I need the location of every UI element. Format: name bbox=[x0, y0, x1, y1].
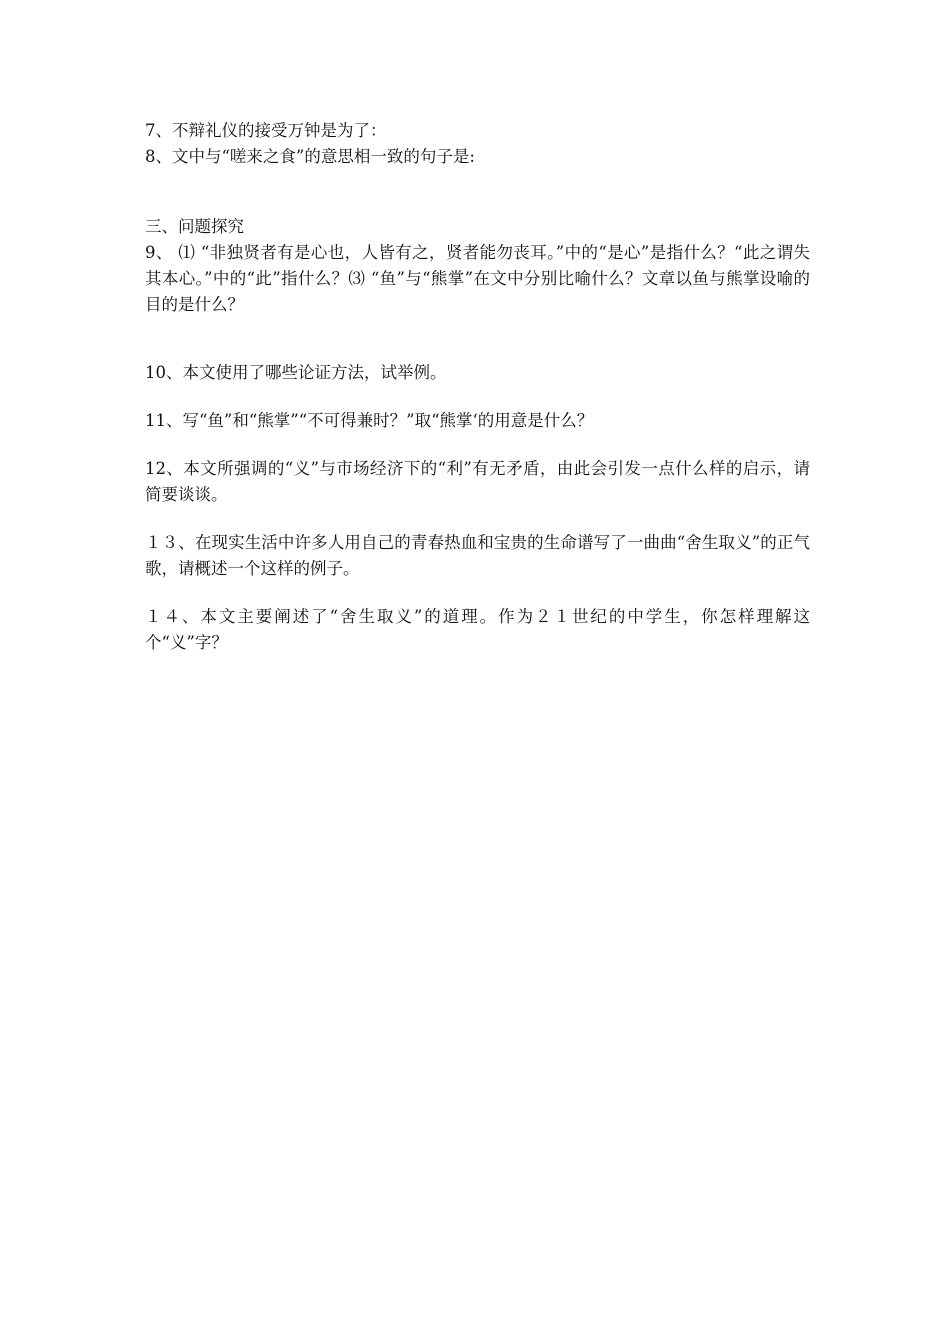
question-9: 9、 ⑴ “非独贤者有是心也，人皆有之，贤者能勿丧耳。”中的“是心”是指什么？“此之谓失其本心。”中的“此”指什么？⑶ “鱼”与“熊掌”在文中分别比喻什么？文章以鱼与熊掌设喻的目的是什么？ bbox=[145, 243, 810, 314]
spacer bbox=[145, 508, 810, 530]
question-12: 12、本文所强调的“义”与市场经济下的“利”有无矛盾，由此会引发一点什么样的启示，请简要谈谈。 bbox=[145, 459, 810, 504]
question-13: １３、在现实生活中许多人用自己的青春热血和宝贵的生命谱写了一曲曲“舍生取义”的正气歌，请概述一个这样的例子。 bbox=[145, 533, 810, 578]
question-8: 8、文中与“嗟来之食”的意思相一致的句子是: bbox=[145, 147, 475, 166]
spacer bbox=[145, 582, 810, 604]
spacer bbox=[145, 170, 810, 214]
question-11: 11、写“鱼”和“熊掌”“不可得兼时？”取“熊掌‘的用意是什么？ bbox=[145, 411, 594, 430]
question-14: １４、本文主要阐述了“舍生取义”的道理。作为２１世纪的中学生，你怎样理解这个“义”字？ bbox=[145, 607, 810, 652]
document-body bbox=[145, 118, 810, 656]
spacer bbox=[145, 318, 810, 360]
question-7: 7、不辩礼仪的接受万钟是为了： bbox=[145, 121, 387, 140]
question-10: 10、本文使用了哪些论证方法，试举例。 bbox=[145, 363, 447, 382]
section-3-heading: 三、问题探究 bbox=[145, 217, 244, 236]
spacer bbox=[145, 386, 810, 408]
spacer bbox=[145, 434, 810, 456]
